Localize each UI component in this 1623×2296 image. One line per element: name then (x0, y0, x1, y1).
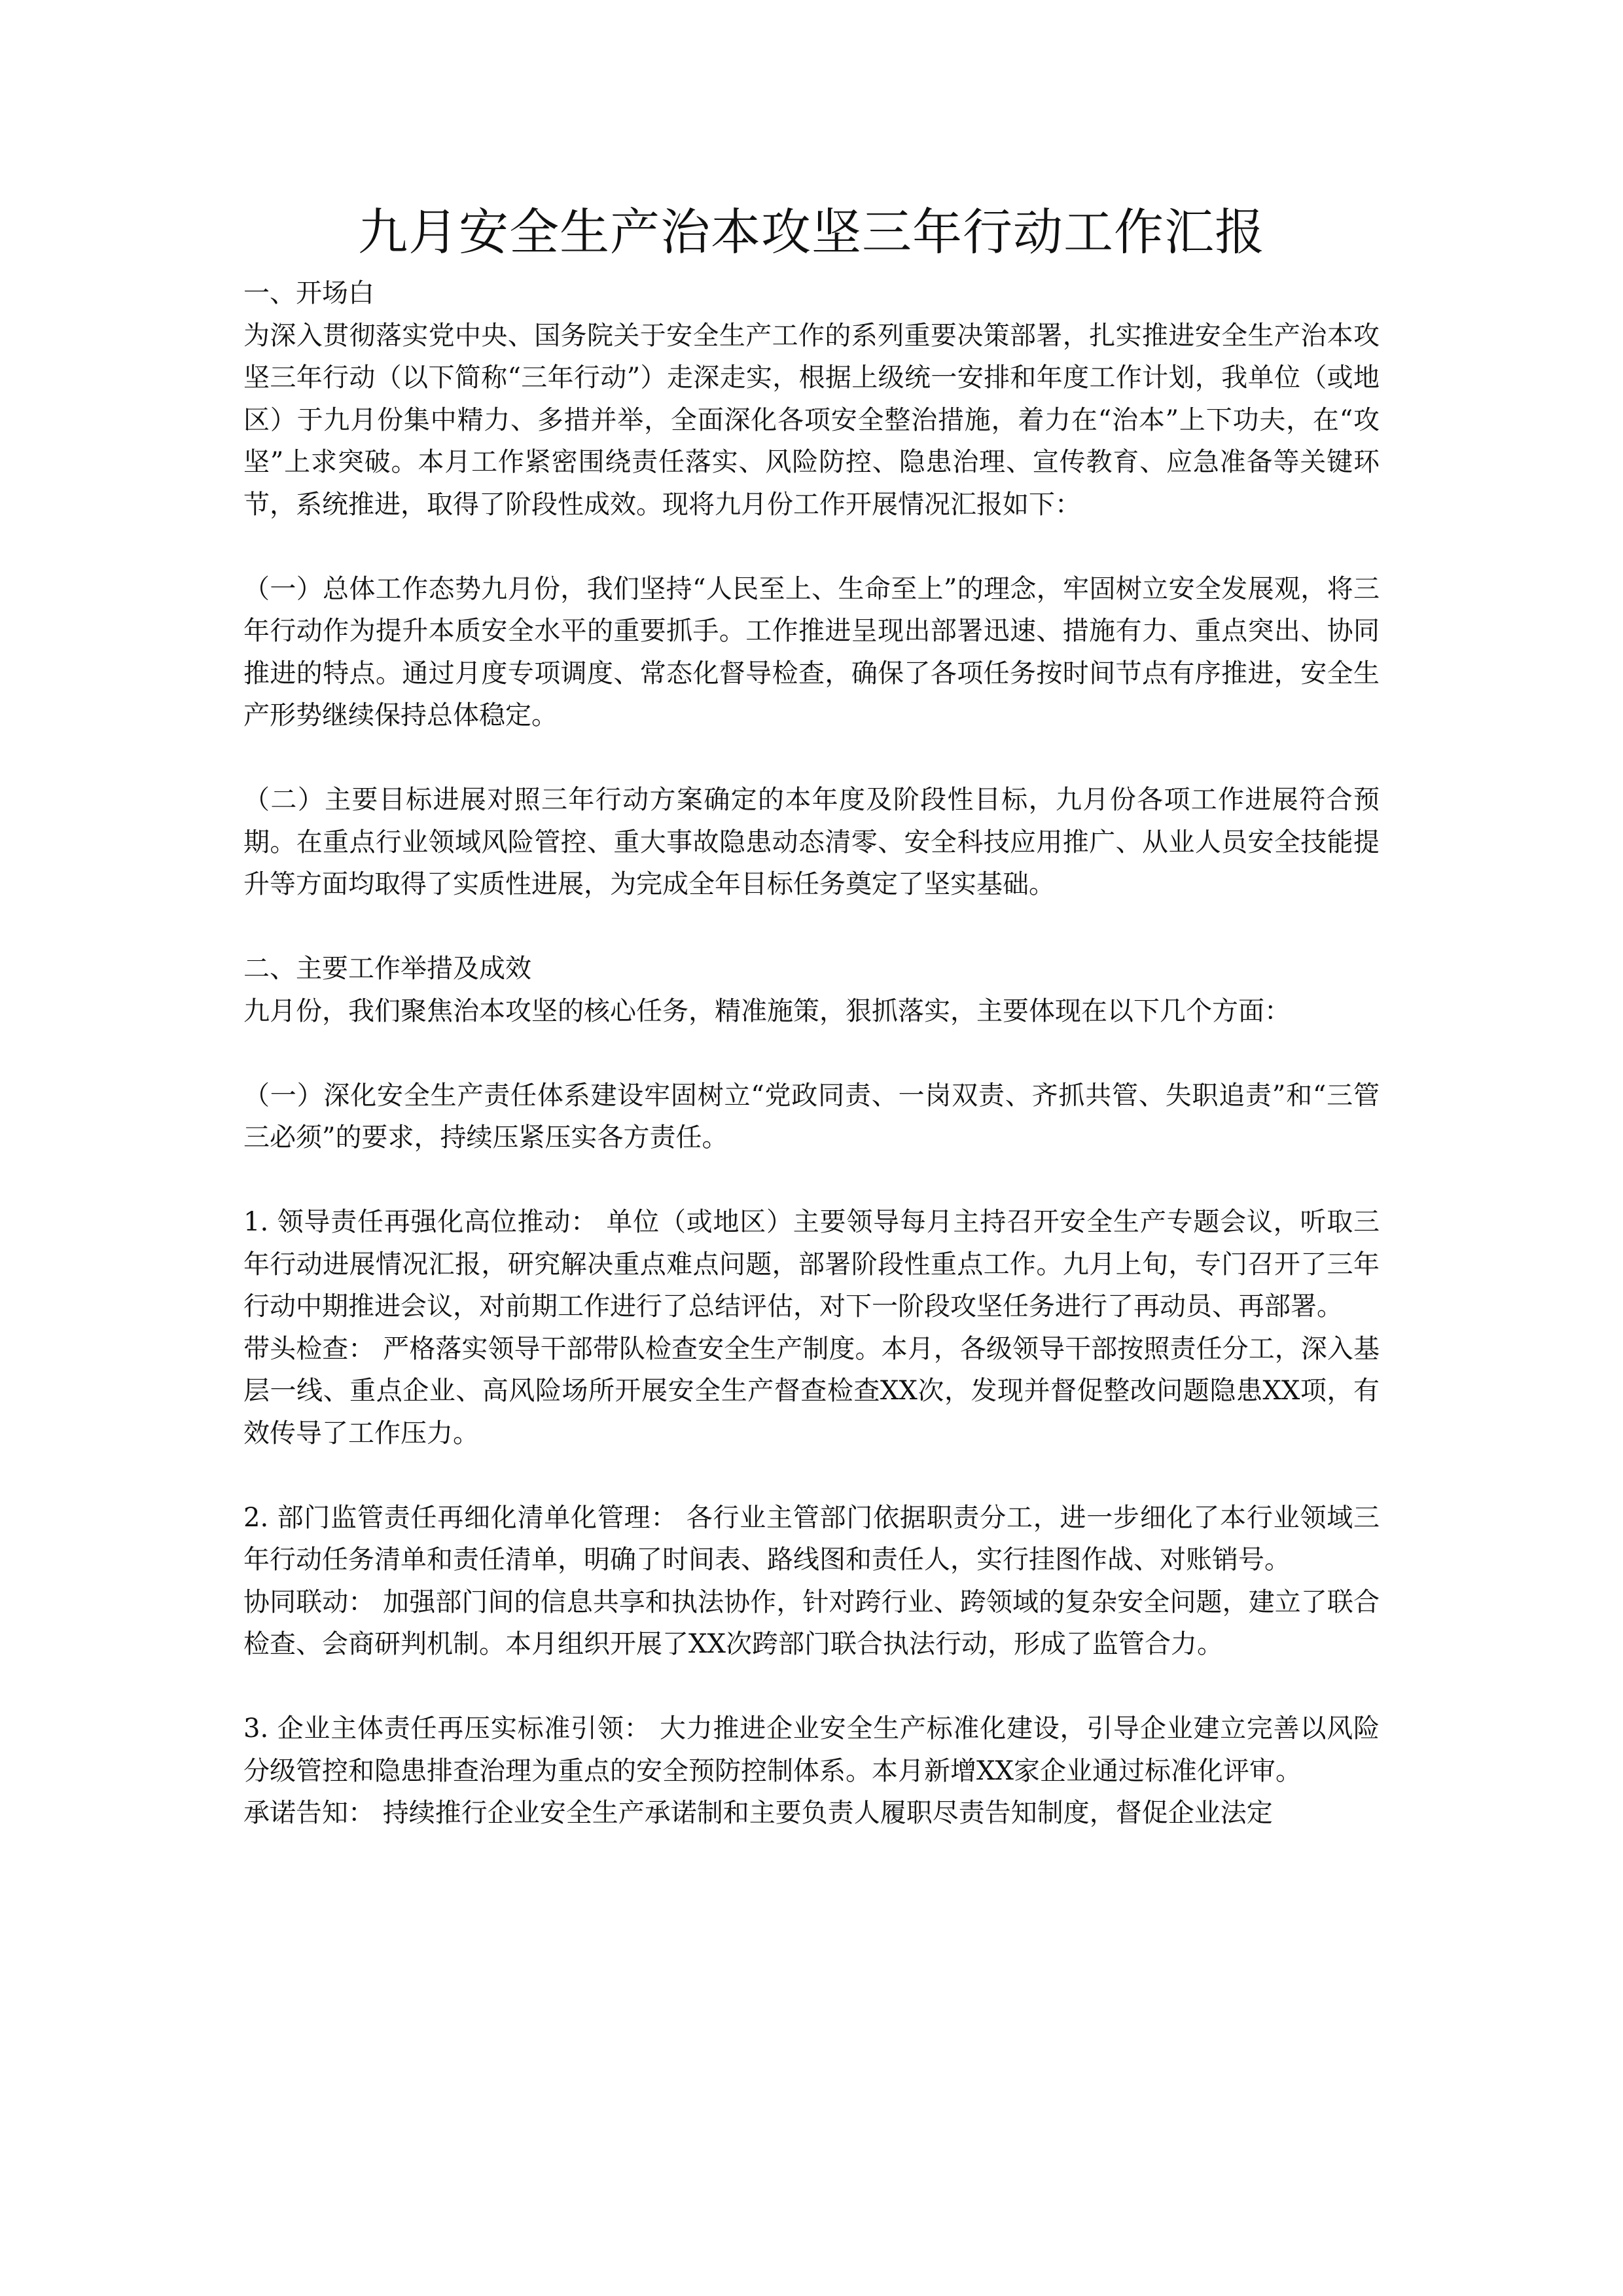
document-page (243, 196, 1380, 1835)
paragraph-main-goals: （二）主要目标进展对照三年行动方案确定的本年度及阶段性目标，九月份各项工作进展符合预期。在重点行业领域风险管控、重大事故隐患动态清零、安全科技应用推广、从业人员安全技能提升等方面均取得了实质性进展，为完成全年目标任务奠定了坚实基础。 (243, 785, 1380, 899)
paragraph-gap (243, 737, 1380, 780)
paragraph-gap (243, 1666, 1380, 1708)
paragraph-responsibility-system: （一）深化安全生产责任体系建设牢固树立“党政同责、一岗双责、齐抓共管、失职追责”和“三管三必须”的要求，持续压紧压实各方责任。 (243, 1080, 1380, 1153)
document-title: 九月安全生产治本攻坚三年行动工作汇报 (358, 203, 1265, 261)
paragraph-item-1-inspection: 带头检查： 严格落实领导干部带队检查安全生产制度。本月，各级领导干部按照责任分工，深入基层一线、重点企业、高风险场所开展安全生产督查检查XX次，发现并督促整改问题隐患XX项，有效传导了工作压力。 (243, 1333, 1380, 1448)
paragraph-item-1: 1. 领导责任再强化高位推动： 单位（或地区）主要领导每月主持召开安全生产专题会议，听取三年行动进展情况汇报，研究解决重点难点问题，部署阶段性重点工作。九月上旬，专门召开了三年行动中期推进会议，对前期工作进行了总结评估，对下一阶段攻坚任务进行了再动员、再部署。 (243, 1207, 1380, 1321)
section-heading-opening: 一、开场白 (243, 278, 374, 308)
paragraph-gap (243, 1159, 1380, 1202)
section-heading-measures: 二、主要工作举措及成效 (243, 954, 531, 984)
paragraph-measures-intro: 九月份，我们聚焦治本攻坚的核心任务，精准施策，狠抓落实，主要体现在以下几个方面： (243, 996, 1291, 1026)
paragraph-item-2-coordination: 协同联动： 加强部门间的信息共享和执法协作，针对跨行业、跨领域的复杂安全问题，建立了联合检查、会商研判机制。本月组织开展了XX次跨部门联合执法行动，形成了监管合力。 (243, 1587, 1380, 1659)
paragraph-item-3: 3. 企业主体责任再压实标准引领： 大力推进企业安全生产标准化建设，引导企业建立完善以风险分级管控和隐患排查治理为重点的安全预防控制体系。本月新增XX家企业通过标准化评审。 (243, 1713, 1380, 1786)
paragraph-item-2: 2. 部门监管责任再细化清单化管理： 各行业主管部门依据职责分工，进一步细化了本行业领域三年行动任务清单和责任清单，明确了时间表、路线图和责任人，实行挂图作战、对账销号。 (243, 1502, 1380, 1575)
paragraph-gap (243, 526, 1380, 568)
paragraph-gap (243, 906, 1380, 948)
paragraph-overall-situation: （一）总体工作态势九月份，我们坚持“人民至上、生命至上”的理念，牢固树立安全发展观，将三年行动作为提升本质安全水平的重要抓手。工作推进呈现出部署迅速、措施有力、重点突出、协同推进的特点。通过月度专项调度、常态化督导检查，确保了各项任务按时间节点有序推进，安全生产形势继续保持总体稳定。 (243, 573, 1380, 730)
paragraph-item-3-commitment: 承诺告知： 持续推行企业安全生产承诺制和主要负责人履职尽责告知制度，督促企业法定 (243, 1798, 1273, 1828)
paragraph-gap (243, 1454, 1380, 1497)
paragraph-gap (243, 1032, 1380, 1075)
paragraph-opening-intro: 为深入贯彻落实党中央、国务院关于安全生产工作的系列重要决策部署，扎实推进安全生产治本攻坚三年行动（以下简称“三年行动”）走深走实，根据上级统一安排和年度工作计划，我单位（或地区）于九月份集中精力、多措并举，全面深化各项安全整治措施，着力在“治本”上下功夫，在“攻坚”上求突破。本月工作紧密围绕责任落实、风险防控、隐患治理、宣传教育、应急准备等关键环节，系统推进，取得了阶段性成效。现将九月份工作开展情况汇报如下： (243, 320, 1380, 520)
